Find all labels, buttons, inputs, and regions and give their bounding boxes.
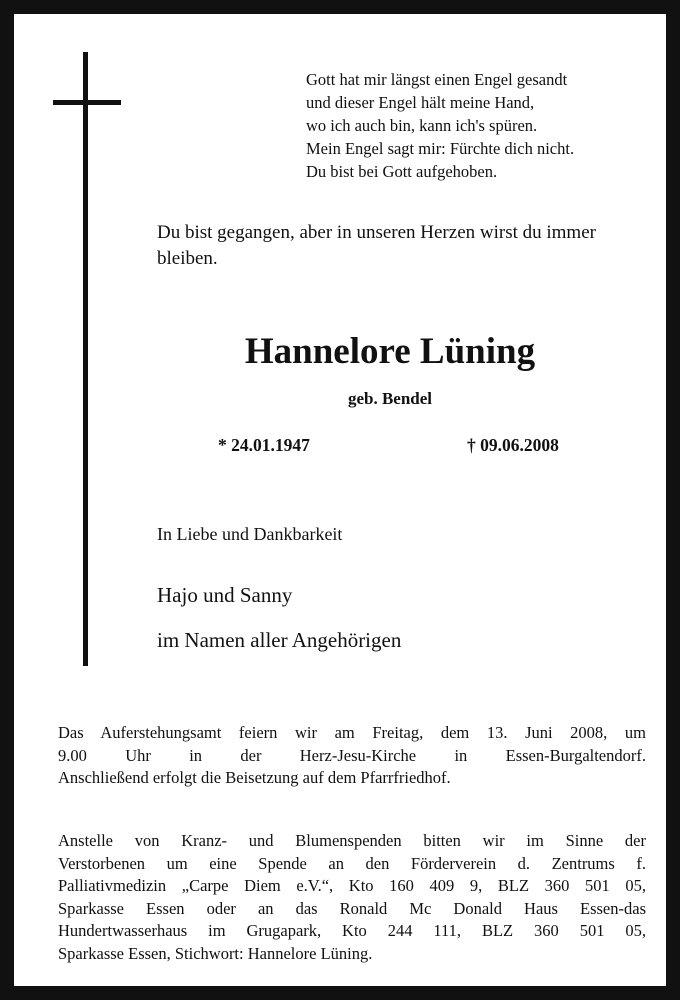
service-line: Das Auferstehungsamt feiern wir am Freitag, dem 13. Juni 2008, um <box>58 723 646 742</box>
donation-paragraph <box>58 830 646 966</box>
donation-line: Palliativmedizin „Carpe Diem e.V.“, Kto 160 409 9, BLZ 360 501 05, <box>58 876 646 896</box>
donation-line: Sparkasse Essen, Stichwort: Hannelore Lüning. <box>58 943 373 963</box>
poem-line: Du bist bei Gott aufgehoben. <box>306 162 498 181</box>
poem-line: und dieser Engel hält meine Hand, <box>306 93 535 112</box>
maiden-name: geb. Bendel <box>347 389 433 408</box>
signature-names: Hajo und Sanny <box>157 583 293 607</box>
signature-family: im Namen aller Angehörigen <box>157 628 402 652</box>
death-date: † 09.06.2008 <box>467 435 559 455</box>
poem-line: Mein Engel sagt mir: Fürchte dich nicht. <box>306 139 575 158</box>
birth-date: * 24.01.1947 <box>218 435 310 455</box>
poem <box>306 68 574 183</box>
donation-line: Sparkasse Essen oder an das Ronald Mc Donald Haus Essen-das <box>58 898 646 918</box>
cross-horizontal-bar <box>53 100 121 105</box>
poem-line: wo ich auch bin, kann ich's spüren. <box>306 116 538 135</box>
closing-phrase: In Liebe und Dankbarkeit <box>157 524 343 544</box>
service-line: Anschließend erfolgt die Beisetzung auf dem Pfarrfriedhof. <box>58 768 451 788</box>
service-line: 9.00 Uhr in der Herz-Jesu-Kirche in Essen-Burgaltendorf. <box>58 745 646 765</box>
poem-line: Gott hat mir längst einen Engel gesandt <box>306 70 568 89</box>
service-paragraph <box>58 722 646 790</box>
donation-line: Hundertwasserhaus im Grugapark, Kto 244 111, BLZ 360 501 05, <box>58 921 646 941</box>
intro-text: Du bist gegangen, aber in unseren Herzen wirst du immer bleiben. <box>157 222 596 269</box>
deceased-name: Hannelore Lüning <box>244 331 536 372</box>
donation-line: Anstelle von Kranz- und Blumenspenden bitten wir im Sinne der <box>58 831 646 850</box>
donation-line: Verstorbenen um eine Spende an den Förderverein d. Zentrums f. <box>58 853 646 873</box>
